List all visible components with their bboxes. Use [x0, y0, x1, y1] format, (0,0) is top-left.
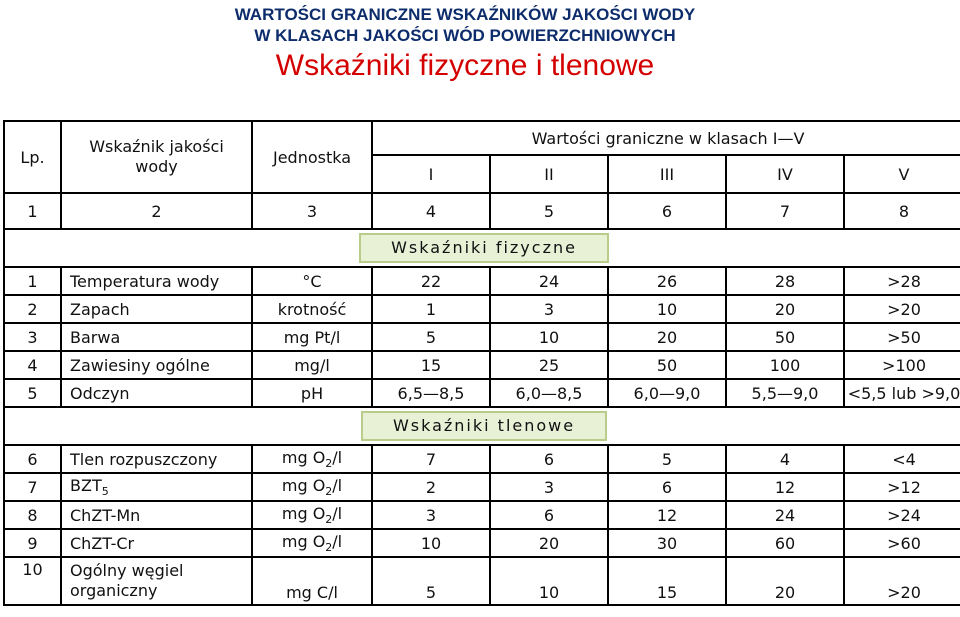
column-number: 4	[372, 193, 490, 229]
row-unit	[252, 529, 372, 557]
column-number: 3	[252, 193, 372, 229]
table-row	[4, 379, 960, 407]
row-value: 15	[608, 557, 726, 605]
row-value: 50	[726, 323, 844, 351]
row-value: 6,5—8,5	[372, 379, 490, 407]
row-value: 6,0—8,5	[490, 379, 608, 407]
row-value: 20	[726, 557, 844, 605]
table-header-row	[4, 121, 960, 155]
table-row	[4, 323, 960, 351]
row-value: 100	[726, 351, 844, 379]
table-row	[4, 473, 960, 501]
indicator-text: BZT	[70, 475, 102, 495]
row-lp: 5	[4, 379, 61, 407]
row-unit: mg C/l	[252, 557, 372, 605]
section-label-physical: Wskaźniki fizyczne	[359, 233, 609, 263]
row-value: 28	[726, 267, 844, 295]
table-row	[4, 351, 960, 379]
row-unit	[252, 501, 372, 529]
page-header	[0, 4, 930, 84]
row-unit: mg Pt/l	[252, 323, 372, 351]
row-indicator: Zapach	[61, 295, 252, 323]
row-value: 5,5—9,0	[726, 379, 844, 407]
row-value: 10	[608, 295, 726, 323]
row-value: >24	[844, 501, 960, 529]
title-line-2: W KLASACH JAKOŚCI WÓD POWIERZCHNIOWYCH	[254, 26, 676, 45]
row-indicator	[61, 557, 252, 605]
unit-text: mg O	[281, 503, 326, 523]
row-indicator: Tlen rozpuszczony	[61, 445, 252, 473]
unit-text: /l	[332, 503, 343, 523]
section-cell	[4, 407, 960, 445]
row-value: 5	[372, 323, 490, 351]
row-value: 15	[372, 351, 490, 379]
row-lp: 8	[4, 501, 61, 529]
row-lp: 10	[4, 557, 61, 605]
unit-subscript: 2	[325, 457, 333, 471]
row-indicator	[61, 473, 252, 501]
title-line-1: WARTOŚCI GRANICZNE WSKAŹNIKÓW JAKOŚCI WODY	[234, 5, 696, 24]
section-row-physical	[4, 229, 960, 267]
row-value: >20	[844, 557, 960, 605]
header-class: I	[372, 155, 490, 193]
row-value: 5	[608, 445, 726, 473]
row-lp: 6	[4, 445, 61, 473]
row-value: >50	[844, 323, 960, 351]
indicator-line1: Ogólny węgiel	[70, 561, 184, 580]
indicator-line2: organiczny	[70, 581, 158, 600]
row-indicator: ChZT-Cr	[61, 529, 252, 557]
row-value: 4	[726, 445, 844, 473]
unit-text: /l	[332, 447, 343, 467]
row-unit: °C	[252, 267, 372, 295]
row-value: >60	[844, 529, 960, 557]
column-number: 5	[490, 193, 608, 229]
row-value: 6	[608, 473, 726, 501]
row-value: >12	[844, 473, 960, 501]
row-unit	[252, 445, 372, 473]
header-indicator	[61, 121, 252, 193]
header-class: II	[490, 155, 608, 193]
header-unit: Jednostka	[252, 121, 372, 193]
row-lp: 3	[4, 323, 61, 351]
section-cell	[4, 229, 960, 267]
table-row	[4, 501, 960, 529]
row-value: 3	[490, 473, 608, 501]
row-value: 1	[372, 295, 490, 323]
row-value: 60	[726, 529, 844, 557]
row-value: 7	[372, 445, 490, 473]
row-lp: 7	[4, 473, 61, 501]
limits-table	[3, 120, 960, 606]
unit-text: /l	[332, 531, 343, 551]
section-label-oxygen: Wskaźniki tlenowe	[361, 411, 607, 441]
header-class: III	[608, 155, 726, 193]
unit-subscript: 2	[325, 485, 333, 499]
row-value: 6	[490, 445, 608, 473]
row-value: 3	[490, 295, 608, 323]
row-value: 22	[372, 267, 490, 295]
row-lp: 9	[4, 529, 61, 557]
row-value: 6	[490, 501, 608, 529]
row-value: 24	[490, 267, 608, 295]
table-row	[4, 295, 960, 323]
header-indicator-line2: wody	[135, 157, 178, 176]
row-lp: 4	[4, 351, 61, 379]
row-unit	[252, 473, 372, 501]
row-unit: pH	[252, 379, 372, 407]
row-value: 26	[608, 267, 726, 295]
unit-text: mg O	[281, 531, 326, 551]
row-value: 50	[608, 351, 726, 379]
row-value: 20	[608, 323, 726, 351]
row-lp: 1	[4, 267, 61, 295]
column-number: 2	[61, 193, 252, 229]
row-indicator: Temperatura wody	[61, 267, 252, 295]
table-row	[4, 529, 960, 557]
row-value: <4	[844, 445, 960, 473]
section-row-oxygen	[4, 407, 960, 445]
row-value: <5,5 lub >9,0	[844, 379, 960, 407]
header-indicator-line1: Wskaźnik jakości	[89, 137, 224, 156]
column-number: 8	[844, 193, 960, 229]
row-value: 3	[372, 501, 490, 529]
row-value: 2	[372, 473, 490, 501]
column-number: 6	[608, 193, 726, 229]
row-value: >100	[844, 351, 960, 379]
header-class: V	[844, 155, 960, 193]
row-value: 20	[726, 295, 844, 323]
table-row	[4, 445, 960, 473]
row-indicator: Odczyn	[61, 379, 252, 407]
column-number: 7	[726, 193, 844, 229]
unit-text: mg O	[281, 475, 326, 495]
page-subtitle: Wskaźniki fizyczne i tlenowe	[275, 49, 655, 82]
row-value: 6,0—9,0	[608, 379, 726, 407]
table-row	[4, 267, 960, 295]
row-value: 5	[372, 557, 490, 605]
unit-subscript: 2	[325, 513, 333, 527]
row-indicator: Zawiesiny ogólne	[61, 351, 252, 379]
unit-text: /l	[332, 475, 343, 495]
row-value: 12	[608, 501, 726, 529]
row-value: 30	[608, 529, 726, 557]
table-row	[4, 557, 960, 605]
row-value: 24	[726, 501, 844, 529]
row-lp: 2	[4, 295, 61, 323]
column-number-row	[4, 193, 960, 229]
indicator-subscript: 5	[101, 485, 109, 499]
row-value: 10	[490, 323, 608, 351]
row-unit: krotność	[252, 295, 372, 323]
unit-text: mg O	[281, 447, 326, 467]
unit-subscript: 2	[325, 541, 333, 555]
row-value: 12	[726, 473, 844, 501]
row-value: 25	[490, 351, 608, 379]
row-unit: mg/l	[252, 351, 372, 379]
header-lp: Lp.	[4, 121, 61, 193]
row-value: 10	[490, 557, 608, 605]
column-number: 1	[4, 193, 61, 229]
header-limits: Wartości graniczne w klasach I—V	[372, 121, 960, 155]
row-value: 10	[372, 529, 490, 557]
header-class: IV	[726, 155, 844, 193]
row-indicator: ChZT-Mn	[61, 501, 252, 529]
row-value: >20	[844, 295, 960, 323]
row-indicator: Barwa	[61, 323, 252, 351]
row-value: >28	[844, 267, 960, 295]
row-value: 20	[490, 529, 608, 557]
limits-table-container	[3, 120, 960, 617]
